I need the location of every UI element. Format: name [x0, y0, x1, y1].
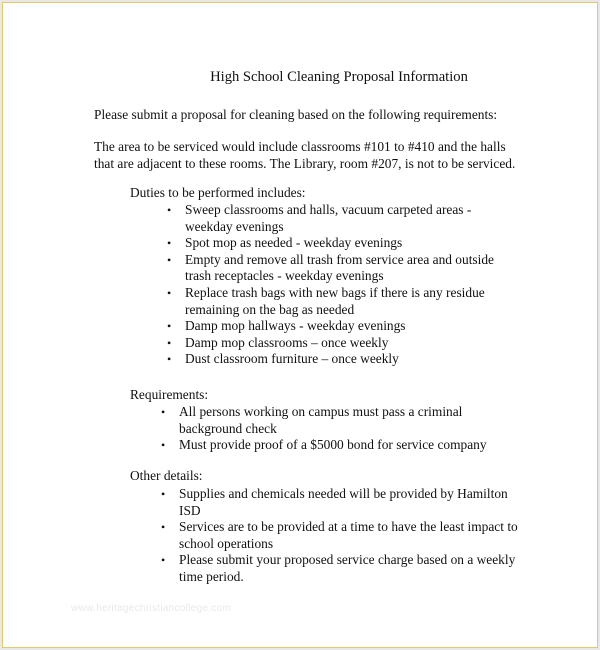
page-title: High School Cleaning Proposal Information	[210, 69, 468, 85]
watermark: www.heritagechristiancollege.com	[71, 603, 232, 614]
other-detail-item	[161, 519, 518, 552]
list-item-line: Services are to be provided at a time to have the least impact to	[179, 519, 518, 535]
bullet-icon: •	[167, 319, 172, 334]
bullet-icon: •	[167, 335, 172, 350]
list-item-line: Empty and remove all trash from service area and outside	[185, 251, 494, 267]
list-item-line: All persons working on campus must pass a criminal	[179, 404, 463, 419]
duties-list	[167, 202, 494, 368]
requirements-heading: Requirements:	[130, 387, 209, 402]
duty-item	[167, 351, 494, 368]
area-line-1: The area to be serviced would include classrooms #101 to #410 and the halls	[94, 139, 506, 154]
list-item-line: Damp mop hallways - weekday evenings	[185, 318, 406, 334]
duty-item	[167, 202, 494, 235]
list-item-line: background check	[179, 420, 277, 436]
other-detail-item	[161, 552, 518, 585]
other-details-list	[161, 486, 518, 586]
list-item-line: Spot mop as needed - weekday evenings	[185, 235, 403, 251]
bullet-icon: •	[161, 487, 166, 501]
requirement-item	[161, 404, 487, 437]
bullet-icon: •	[161, 553, 166, 568]
list-item-line: Damp mop classrooms – once weekly	[185, 334, 389, 350]
list-item-line: Replace trash bags with new bags if there is any residue	[185, 284, 485, 300]
area-line-2: that are adjacent to these rooms. The Library, room #207, is not to be serviced.	[94, 156, 516, 171]
bullet-icon: •	[161, 405, 166, 419]
intro-paragraph: Please submit a proposal for cleaning based on the following requirements:	[94, 107, 498, 122]
duties-heading: Duties to be performed includes:	[130, 185, 306, 200]
bullet-icon: •	[167, 285, 172, 300]
duty-item	[167, 334, 494, 352]
list-item-line: trash receptacles - weekday evenings	[185, 268, 384, 284]
list-item-line: Sweep classrooms and halls, vacuum carpeted areas -	[185, 202, 472, 217]
list-item-line: weekday evenings	[185, 218, 284, 234]
list-item-line: school operations	[179, 535, 274, 551]
list-item-line: Please submit your proposed service charge based on a weekly	[179, 552, 516, 568]
requirements-list	[161, 404, 487, 454]
bullet-icon: •	[167, 352, 172, 367]
duty-item	[167, 284, 494, 318]
list-item-line: ISD	[179, 502, 201, 518]
list-item-line: time period.	[179, 568, 244, 584]
bullet-icon: •	[161, 520, 166, 535]
document-page	[2, 2, 598, 648]
list-item-line: Supplies and chemicals needed will be provided by Hamilton	[179, 486, 508, 501]
list-item-line: Must provide proof of a $5000 bond for service company	[179, 437, 487, 453]
bullet-icon: •	[167, 252, 172, 267]
duty-item	[167, 251, 494, 285]
bullet-icon: •	[161, 438, 166, 453]
duty-item	[167, 318, 494, 335]
other-details-heading: Other details:	[130, 468, 203, 483]
list-item-line: Dust classroom furniture – once weekly	[185, 351, 399, 367]
bullet-icon: •	[167, 236, 172, 251]
requirement-item	[161, 437, 487, 454]
list-item-line: remaining on the bag as needed	[185, 301, 355, 317]
duty-item	[167, 235, 494, 252]
area-paragraph	[94, 138, 515, 172]
other-detail-item	[161, 486, 518, 519]
bullet-icon: •	[167, 203, 172, 217]
